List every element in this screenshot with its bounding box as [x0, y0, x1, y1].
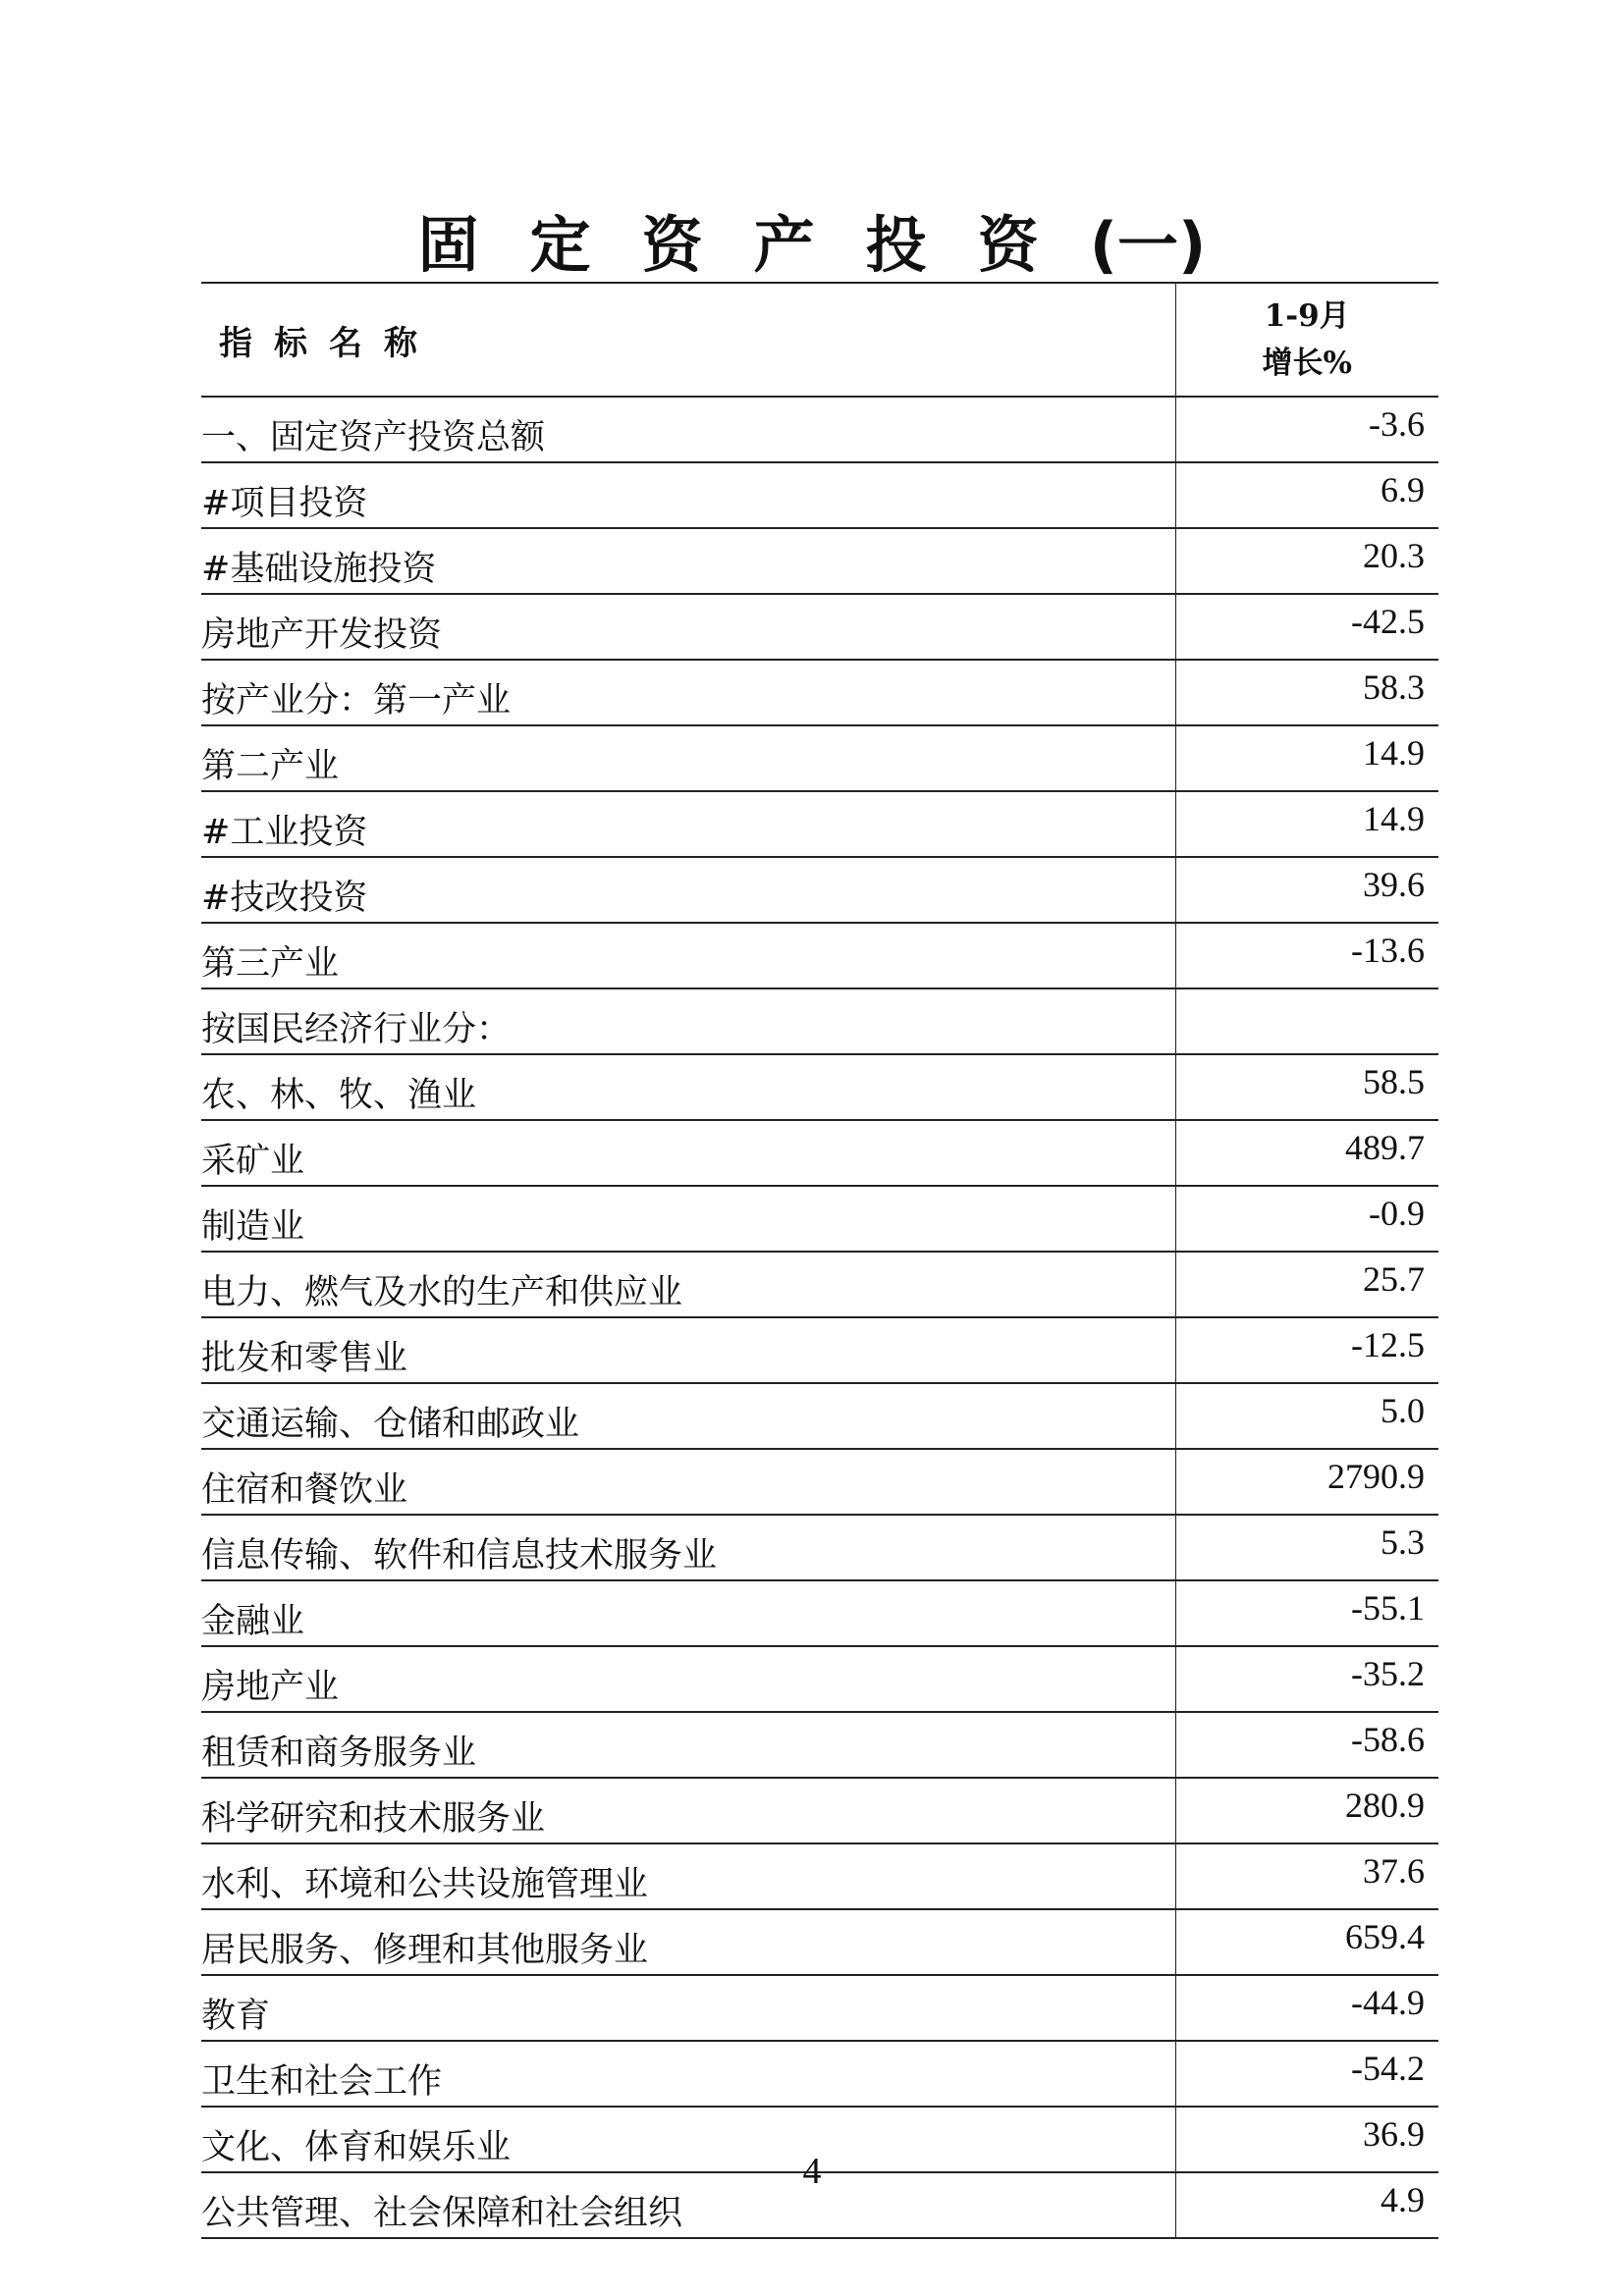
row-value: -13.6 [1175, 923, 1438, 988]
column-header-growth [1175, 283, 1438, 397]
row-label: 公共管理、社会保障和社会组织 [201, 2172, 1175, 2238]
row-label: #工业投资 [201, 791, 1175, 857]
row-label: 居民服务、修理和其他服务业 [201, 1909, 1175, 1975]
table-row [201, 1843, 1438, 1909]
row-label: 第三产业 [201, 923, 1175, 988]
row-label: 第二产业 [201, 725, 1175, 791]
row-value: 39.6 [1175, 857, 1438, 923]
row-label: 文化、体育和娱乐业 [201, 2107, 1175, 2172]
table-row [201, 1383, 1438, 1449]
table-row [201, 1515, 1438, 1580]
table-row [201, 2041, 1438, 2107]
title-char: 产 [753, 209, 815, 281]
row-value: 6.9 [1175, 462, 1438, 528]
row-label: 按国民经济行业分： [201, 988, 1175, 1054]
row-label: 住宿和餐饮业 [201, 1449, 1175, 1515]
row-value: -35.2 [1175, 1646, 1438, 1712]
row-label: 交通运输、仓储和邮政业 [201, 1383, 1175, 1449]
table-row [201, 528, 1438, 594]
row-value: 659.4 [1175, 1909, 1438, 1975]
row-label: 科学研究和技术服务业 [201, 1778, 1175, 1843]
table-row [201, 1186, 1438, 1252]
row-label: 批发和零售业 [201, 1317, 1175, 1383]
row-label: 采矿业 [201, 1120, 1175, 1186]
table-row [201, 791, 1438, 857]
row-label: 按产业分：第一产业 [201, 660, 1175, 725]
row-value: 2790.9 [1175, 1449, 1438, 1515]
row-label: 农、林、牧、渔业 [201, 1054, 1175, 1120]
row-label: #基础设施投资 [201, 528, 1175, 594]
page-number: 4 [802, 2151, 822, 2192]
table-row [201, 1252, 1438, 1317]
title-char: 资 [641, 209, 703, 281]
table-row [201, 1120, 1438, 1186]
row-value: 58.3 [1175, 660, 1438, 725]
table-row [201, 397, 1438, 462]
table-row [201, 1712, 1438, 1778]
row-label: 信息传输、软件和信息技术服务业 [201, 1515, 1175, 1580]
row-label: 电力、燃气及水的生产和供应业 [201, 1252, 1175, 1317]
row-label: 金融业 [201, 1580, 1175, 1646]
row-value [1175, 988, 1438, 1054]
table-row [201, 594, 1438, 660]
column-header-unit: 增长% [1262, 346, 1352, 381]
row-label: 水利、环境和公共设施管理业 [201, 1843, 1175, 1909]
row-value: 5.0 [1175, 1383, 1438, 1449]
table-row [201, 1909, 1438, 1975]
row-value: -54.2 [1175, 2041, 1438, 2107]
title-char: 定 [529, 209, 591, 281]
row-label: #项目投资 [201, 462, 1175, 528]
row-value: 14.9 [1175, 725, 1438, 791]
row-value: -55.1 [1175, 1580, 1438, 1646]
column-header-period: 1-9月 [1264, 298, 1350, 334]
page-title [0, 196, 1624, 284]
title-char: 固 [417, 209, 479, 281]
row-label: 房地产业 [201, 1646, 1175, 1712]
row-value: -44.9 [1175, 1975, 1438, 2041]
row-label: 教育 [201, 1975, 1175, 2041]
table-row [201, 660, 1438, 725]
row-value: -42.5 [1175, 594, 1438, 660]
table-row [201, 857, 1438, 923]
table-row [201, 1449, 1438, 1515]
row-label: #技改投资 [201, 857, 1175, 923]
row-value: -3.6 [1175, 397, 1438, 462]
table-row [201, 1646, 1438, 1712]
title-char: 投 [865, 209, 927, 281]
investment-table [201, 282, 1438, 2239]
column-header-indicator-name: 指标名称 [201, 283, 1175, 397]
row-label: 卫生和社会工作 [201, 2041, 1175, 2107]
table-body [201, 397, 1438, 2238]
row-value: 37.6 [1175, 1843, 1438, 1909]
row-value: 5.3 [1175, 1515, 1438, 1580]
table-row [201, 1317, 1438, 1383]
row-value: -0.9 [1175, 1186, 1438, 1252]
row-label: 租赁和商务服务业 [201, 1712, 1175, 1778]
title-char: (一) [1089, 209, 1207, 281]
row-label: 制造业 [201, 1186, 1175, 1252]
table-row [201, 1580, 1438, 1646]
table-row [201, 923, 1438, 988]
table-row [201, 1778, 1438, 1843]
row-label: 房地产开发投资 [201, 594, 1175, 660]
row-value: 20.3 [1175, 528, 1438, 594]
table-row [201, 462, 1438, 528]
row-value: 36.9 [1175, 2107, 1438, 2172]
row-value: -12.5 [1175, 1317, 1438, 1383]
table-row [201, 1054, 1438, 1120]
row-label: 一、固定资产投资总额 [201, 397, 1175, 462]
row-value: 4.9 [1175, 2172, 1438, 2238]
table-row [201, 988, 1438, 1054]
row-value: 25.7 [1175, 1252, 1438, 1317]
title-char: 资 [977, 209, 1039, 281]
row-value: 280.9 [1175, 1778, 1438, 1843]
row-value: 58.5 [1175, 1054, 1438, 1120]
row-value: -58.6 [1175, 1712, 1438, 1778]
table-row [201, 725, 1438, 791]
table-header-row [201, 283, 1438, 397]
table-row [201, 1975, 1438, 2041]
row-value: 489.7 [1175, 1120, 1438, 1186]
row-value: 14.9 [1175, 791, 1438, 857]
